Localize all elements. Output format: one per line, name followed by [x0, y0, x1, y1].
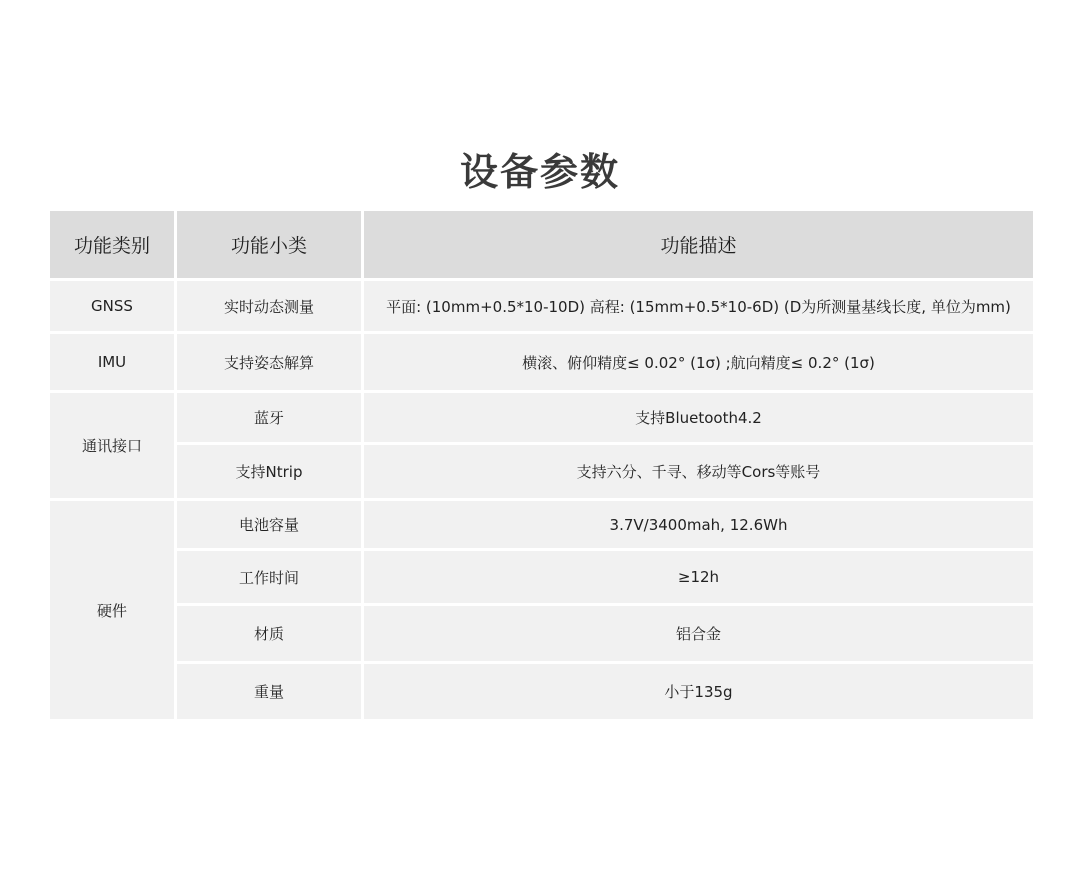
table-row [49, 444, 1035, 500]
table-row [49, 500, 1035, 550]
subcategory-cell: 工作时间 [176, 550, 363, 605]
subcategory-cell: 实时动态测量 [176, 280, 363, 333]
table-header-row [49, 210, 1035, 280]
header-subcategory: 功能小类 [176, 210, 363, 280]
subcategory-cell: 支持姿态解算 [176, 333, 363, 392]
spec-table [47, 208, 1036, 722]
header-category: 功能类别 [49, 210, 176, 280]
category-cell: 通讯接口 [49, 392, 176, 500]
description-cell: 支持六分、千寻、移动等Cors等账号 [363, 444, 1035, 500]
category-cell: GNSS [49, 280, 176, 333]
table-row [49, 550, 1035, 605]
subcategory-cell: 蓝牙 [176, 392, 363, 444]
description-cell: 铝合金 [363, 605, 1035, 663]
page-title: 设备参数 [459, 150, 620, 194]
table-row [49, 605, 1035, 663]
description-cell: 平面: (10mm+0.5*10-10D) 高程: (15mm+0.5*10-6D) (D为所测量基线长度, 单位为mm) [363, 280, 1035, 333]
description-cell: ≥12h [363, 550, 1035, 605]
description-cell: 支持Bluetooth4.2 [363, 392, 1035, 444]
description-cell: 横滚、俯仰精度≤ 0.02° (1σ) ;航向精度≤ 0.2° (1σ) [363, 333, 1035, 392]
subcategory-cell: 材质 [176, 605, 363, 663]
description-cell: 小于135g [363, 663, 1035, 721]
category-cell: 硬件 [49, 500, 176, 721]
category-cell: IMU [49, 333, 176, 392]
table-row [49, 392, 1035, 444]
table-row [49, 280, 1035, 333]
table-row [49, 663, 1035, 721]
subcategory-cell: 重量 [176, 663, 363, 721]
subcategory-cell: 支持Ntrip [176, 444, 363, 500]
subcategory-cell: 电池容量 [176, 500, 363, 550]
description-cell: 3.7V/3400mah, 12.6Wh [363, 500, 1035, 550]
header-description: 功能描述 [363, 210, 1035, 280]
table-row [49, 333, 1035, 392]
